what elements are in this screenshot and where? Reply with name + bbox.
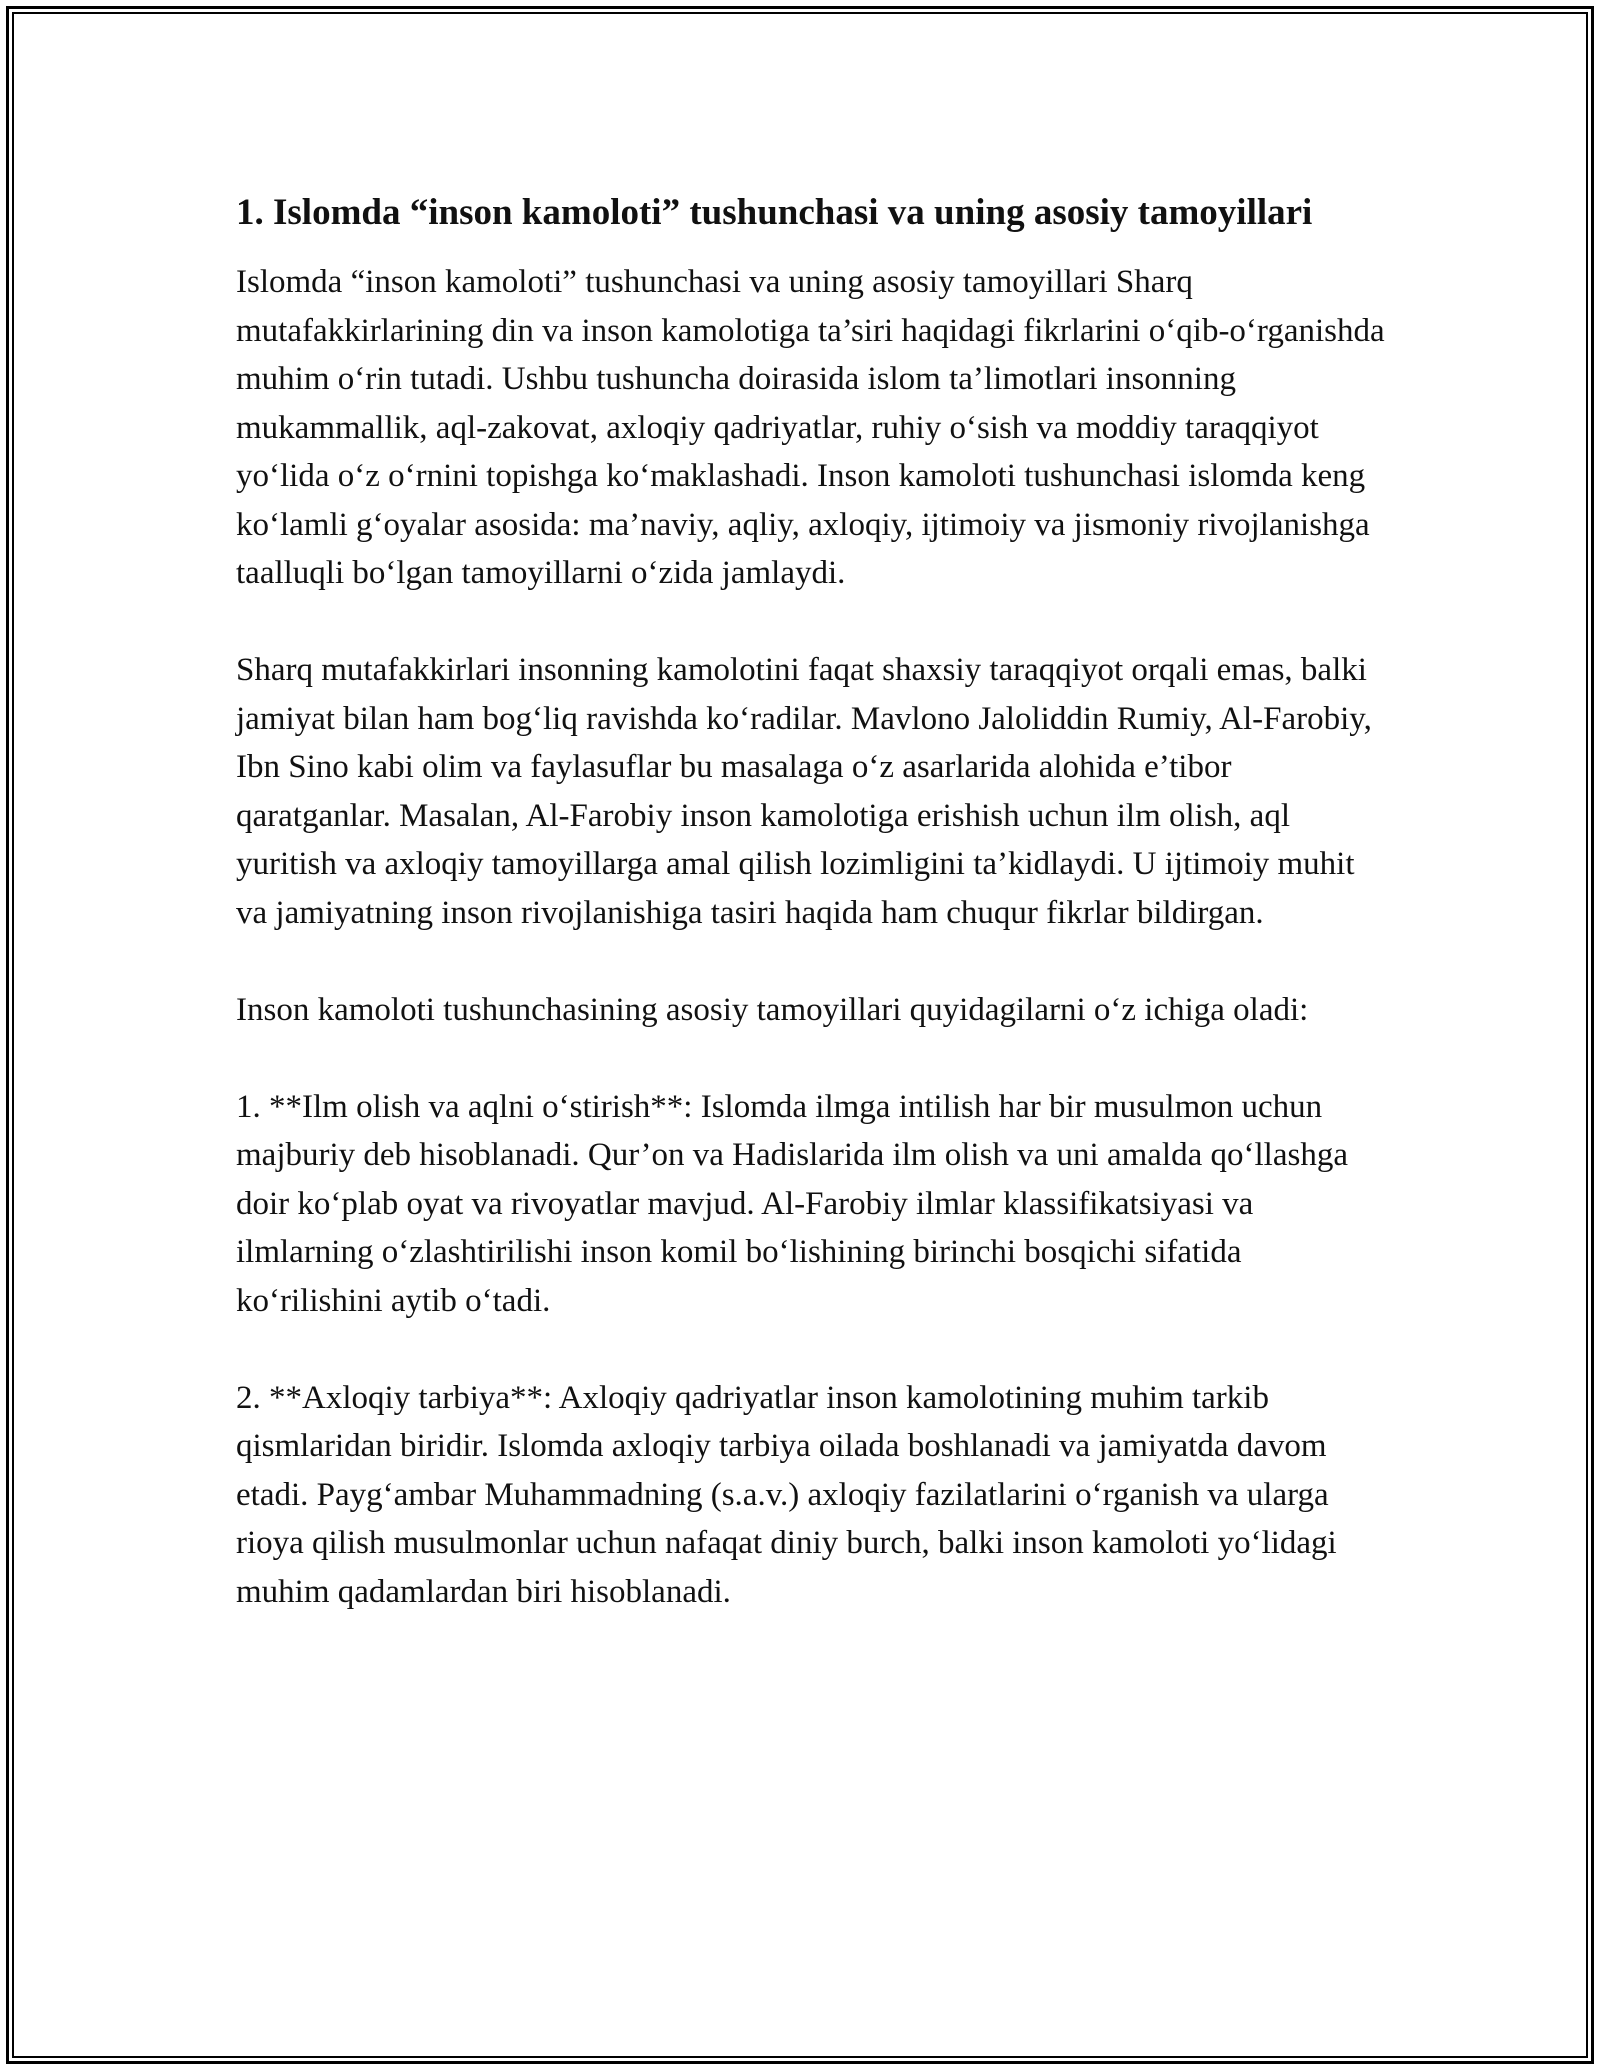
paragraph-principle-1: 1. **Ilm olish va aqlni o‘stirish**: Islomda ilmga intilish har bir musulmon uchun majburiy deb hisoblanadi. Qur’on va Hadislarida ilm olish va uni amalda qo‘llashga doir ko‘plab oyat va rivoyatlar mavjud. Al-Farobiy ilmlar klassifikatsiyasi va ilmlarning o‘zlashtirilishi inson komil bo‘lishining birinchi bosqichi sifatida ko‘rilishini aytib o‘tadi.	[236, 1088, 1348, 1319]
section-heading: 1. Islomda “inson kamoloti” tushunchasi va uning asosiy tamoyillari	[236, 192, 1313, 233]
paragraph-intro: Islomda “inson kamoloti” tushunchasi va uning asosiy tamoyillari Sharq mutafakkirlarining din va inson kamolotiga ta’siri haqidagi fikrlarini o‘qib-o‘rganishda muhim o‘rin tutadi. Ushbu tushuncha doirasida islom ta’limotlari insonning mukammallik, aql-zakovat, axloqiy qadriyatlar, ruhiy o‘sish va moddiy taraqqiyot yo‘lida o‘z o‘rnini topishga ko‘maklashadi. Inson kamoloti tushunchasi islomda keng ko‘lamli g‘oyalar asosida: ma’naviy, aqliy, axloqiy, ijtimoiy va jismoniy rivojlanishga taalluqli bo‘lgan tamoyillarni o‘zida jamlaydi.	[236, 264, 1385, 591]
document-body	[236, 186, 1386, 1616]
paragraph-thinkers: Sharq mutafakkirlari insonning kamolotini faqat shaxsiy taraqqiyot orqali emas, balki jamiyat bilan ham bog‘liq ravishda ko‘radilar. Mavlono Jaloliddin Rumiy, Al-Farobiy, Ibn Sino kabi olim va faylasuflar bu masalaga o‘z asarlarida alohida e’tibor qaratganlar. Masalan, Al-Farobiy inson kamolotiga erishish uchun ilm olish, aql yuritish va axloqiy tamoyillarga amal qilish lozimligini ta’kidlaydi. U ijtimoiy muhit va jamiyatning inson rivojlanishiga tasiri haqida ham chuqur fikrlar bildirgan.	[236, 652, 1372, 931]
paragraph-principle-2: 2. **Axloqiy tarbiya**: Axloqiy qadriyatlar inson kamolotining muhim tarkib qismlaridan biridir. Islomda axloqiy tarbiya oilada boshlanadi va jamiyatda davom etadi. Payg‘ambar Muhammadning (s.a.v.) axloqiy fazilatlarini o‘rganish va ularga rioya qilish musulmonlar uchun nafaqat diniy burch, balki inson kamoloti yo‘lidagi muhim qadamlardan biri hisoblanadi.	[236, 1379, 1337, 1610]
paragraph-principles-lead: Inson kamoloti tushunchasining asosiy tamoyillari quyidagilarni o‘z ichiga oladi:	[236, 991, 1309, 1028]
